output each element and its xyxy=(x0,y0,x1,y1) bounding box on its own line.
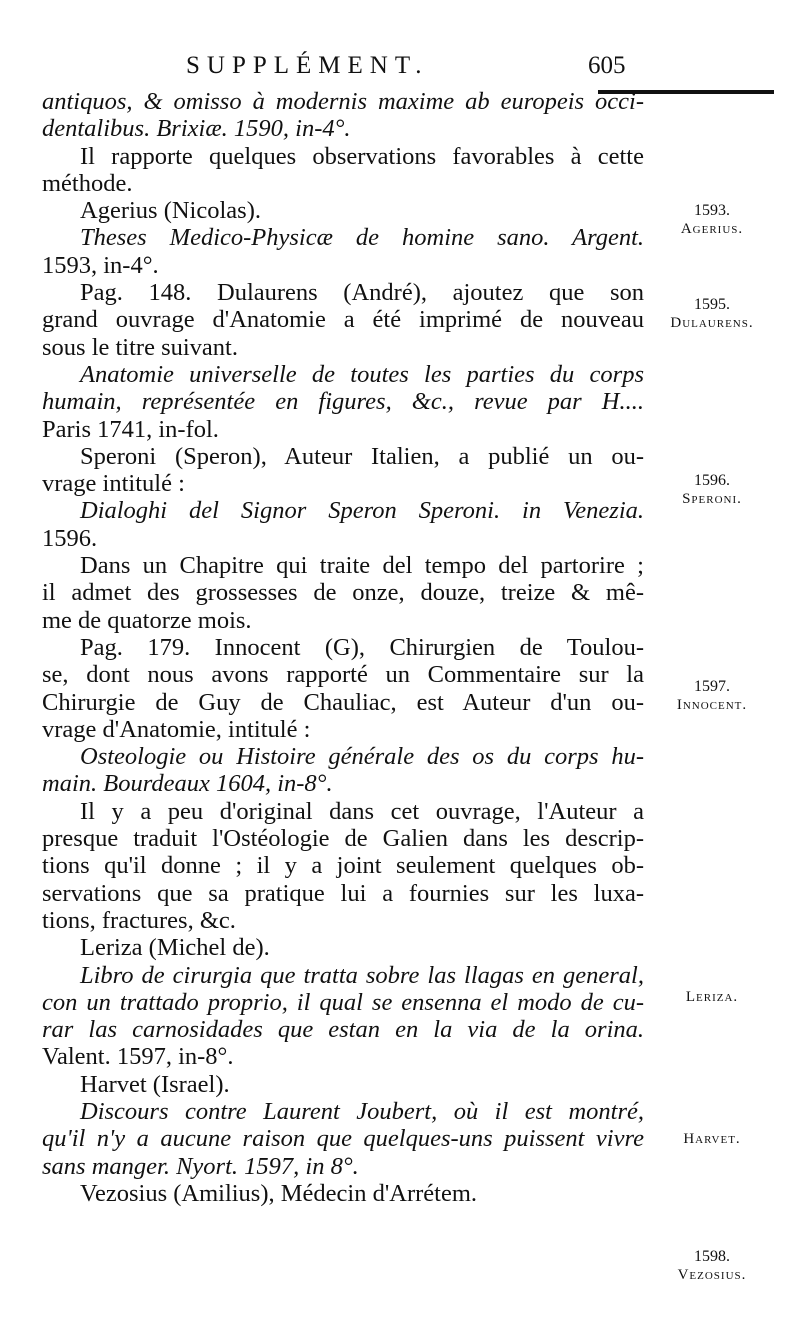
margin-note-speroni xyxy=(650,472,774,508)
text-line: sous le titre suivant. xyxy=(42,333,238,361)
text-line: il admet des grossesses de onze, douze, treize & mê- xyxy=(42,579,644,607)
margin-note-name: Speroni. xyxy=(682,491,742,507)
text-line: rar las carnosidades que estan en la via de la orina. xyxy=(42,1016,644,1044)
text-line: Speroni (Speron), Auteur Italien, a publié un ou- xyxy=(80,442,644,470)
margin-note-name: Harvet. xyxy=(683,1131,741,1147)
text-line: 1593, in-4°. xyxy=(42,251,159,279)
text-line: Pag. 148. Dulaurens (André), ajoutez que son xyxy=(80,279,644,307)
text-line: Leriza (Michel de). xyxy=(80,934,270,962)
margin-note-name: Innocent. xyxy=(676,697,748,713)
main-text-column xyxy=(42,88,644,1207)
text-line: con un trattado proprio, il qual se ensenna el modo de cu- xyxy=(42,988,644,1016)
text-line: antiquos, & omisso à modernis maxime ab europeis occi- xyxy=(42,88,644,115)
margin-note-leriza xyxy=(650,988,774,1006)
text-line: servations que sa pratique lui a fournies sur les luxa- xyxy=(42,879,644,907)
text-line: 1596. xyxy=(42,524,98,552)
text-line: Vezosius (Amilius), Médecin d'Arrétem. xyxy=(80,1179,478,1207)
text-line: Valent. 1597, in-8°. xyxy=(42,1043,234,1071)
text-line: Paris 1741, in-fol. xyxy=(42,415,219,443)
margin-note-name: Dulaurens. xyxy=(670,315,754,331)
margin-note-vezosius xyxy=(650,1248,774,1284)
margin-note-year: 1596. xyxy=(694,472,730,489)
margin-note-agerius xyxy=(650,202,774,238)
text-line: Chirurgie de Guy de Chauliac, est Auteur d'un ou- xyxy=(42,688,644,716)
text-line: vrage d'Anatomie, intitulé : xyxy=(42,715,311,743)
text-line: presque traduit l'Ostéologie de Galien dans les descrip- xyxy=(42,825,644,853)
margin-note-name: Agerius. xyxy=(680,221,744,237)
margin-note-year: 1597. xyxy=(694,678,730,695)
text-line: Dialoghi del Signor Speron Speroni. in Venezia. xyxy=(80,497,644,525)
text-line: Anatomie universelle de toutes les parties du corps xyxy=(80,360,644,388)
text-line: humain, représentée en figures, &c., revue par H.... xyxy=(42,388,644,416)
text-line: qu'il n'y a aucune raison que quelques-uns puissent vivre xyxy=(42,1125,644,1153)
text-line: Il y a peu d'original dans cet ouvrage, l'Auteur a xyxy=(80,797,644,825)
text-line: Libro de cirurgia que tratta sobre las llagas en general, xyxy=(80,961,644,989)
text-line: tions, fractures, &c. xyxy=(42,906,236,934)
text-line: me de quatorze mois. xyxy=(42,606,252,634)
page-number: 605 xyxy=(588,52,626,79)
margin-note-year: 1598. xyxy=(694,1248,730,1265)
text-line: vrage intitulé : xyxy=(42,470,185,498)
text-line: sans manger. Nyort. 1597, in 8°. xyxy=(42,1152,359,1180)
margin-note-year: 1595. xyxy=(694,296,730,313)
margin-note-name: Vezosius. xyxy=(677,1267,747,1283)
margin-note-year: 1593. xyxy=(694,202,730,219)
text-line: tions qu'il donne ; il y a joint seulement quelques ob- xyxy=(42,852,644,880)
margin-note-innocent xyxy=(650,678,774,714)
text-line: Dans un Chapitre qui traite del tempo del partorire ; xyxy=(80,552,644,580)
page-header xyxy=(0,52,800,88)
text-line: grand ouvrage d'Anatomie a été imprimé de nouveau xyxy=(42,306,644,334)
running-title: SUPPLÉMENT. xyxy=(186,52,429,79)
text-line: main. Bourdeaux 1604, in-8°. xyxy=(42,770,333,798)
text-line: Pag. 179. Innocent (G), Chirurgien de Toulou- xyxy=(80,633,644,661)
text-line: Il rapporte quelques observations favorables à cette xyxy=(80,142,644,170)
margin-note-harvet xyxy=(650,1130,774,1148)
text-line: dentalibus. Brixiæ. 1590, in-4°. xyxy=(42,115,351,143)
text-line: Discours contre Laurent Joubert, où il est montré, xyxy=(80,1097,644,1125)
text-line: méthode. xyxy=(42,169,133,197)
text-line: Osteologie ou Histoire générale des os du corps hu- xyxy=(80,743,644,771)
text-line: Harvet (Israel). xyxy=(80,1070,230,1098)
margin-note-dulaurens xyxy=(650,296,774,332)
text-line: Theses Medico-Physicæ de homine sano. Argent. xyxy=(80,224,644,252)
margin-note-name: Leriza. xyxy=(685,989,739,1005)
text-line: se, dont nous avons rapporté un Commentaire sur la xyxy=(42,661,644,689)
text-line: Agerius (Nicolas). xyxy=(80,197,261,225)
